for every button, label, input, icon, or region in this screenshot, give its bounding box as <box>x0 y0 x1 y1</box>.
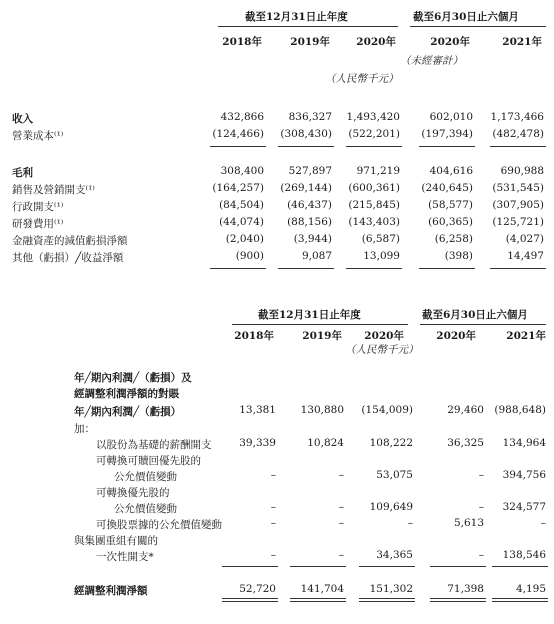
t1-cell: (6,258) <box>434 233 473 245</box>
t1-cell: (482,478) <box>492 128 544 140</box>
t1-cell: (124,466) <box>212 128 264 140</box>
t2-rule <box>290 598 346 599</box>
t2-cell: – <box>478 549 484 561</box>
t2-row-label: 公允價值變動 <box>114 503 177 515</box>
t2-cell: – <box>338 517 344 529</box>
t2-row-label: 可轉換優先股的 <box>96 487 170 499</box>
t2-rule <box>430 566 486 567</box>
t2-rule <box>492 598 548 599</box>
t2-row-label: 年╱期內利潤╱（虧損） <box>74 406 182 418</box>
t2-year-2: 2019年 <box>302 330 342 342</box>
t2-cell: (988,648) <box>494 404 546 416</box>
t1-cell: (164,257) <box>212 182 264 194</box>
t2-cell: 134,964 <box>502 437 546 449</box>
t1-cell: 404,616 <box>429 165 473 177</box>
t2-year-4: 2020年 <box>436 330 476 342</box>
t1-cell: (88,156) <box>287 216 332 228</box>
t2-cell: – <box>338 549 344 561</box>
t1-year-2: 2019年 <box>290 36 330 48</box>
t2-row-label: 可換股票據的公允價值變動 <box>96 519 222 531</box>
t1-unit: （人民幣千元） <box>325 73 399 85</box>
t1-rule <box>419 268 475 269</box>
t2-rule <box>359 601 415 602</box>
t2-rule <box>290 601 346 602</box>
t1-cell: (2,040) <box>225 233 264 245</box>
t1-row-label: 行政開支⁽¹⁾ <box>12 201 64 213</box>
t1-rule <box>278 268 334 269</box>
t1-cell: 971,219 <box>356 165 400 177</box>
t1-year-5: 2021年 <box>502 36 542 48</box>
t2-rule <box>492 566 548 567</box>
t2-rule <box>430 598 486 599</box>
t2-cell: 151,302 <box>369 583 413 595</box>
t2-cell: 4,195 <box>515 583 546 595</box>
t2-cell: 10,824 <box>307 437 344 449</box>
t2-cell: – <box>270 469 276 481</box>
t1-cell: (197,394) <box>421 128 473 140</box>
t1-year-1: 2018年 <box>222 36 262 48</box>
t2-rule <box>359 566 415 567</box>
t2-rule <box>492 601 548 602</box>
t2-cell: 108,222 <box>369 437 413 449</box>
t2-section-title-line-1: 年╱期內利潤╱（虧損）及 <box>74 372 192 384</box>
t2-row-label: 加： <box>74 423 95 435</box>
t2-cell: – <box>407 517 413 529</box>
t2-row-label: 一次性開支* <box>96 551 154 563</box>
t2-cell: – <box>270 517 276 529</box>
t1-group-header-h1: 截至6月30日止六個月 <box>413 11 519 23</box>
t1-rule <box>278 146 334 147</box>
t2-cell: 36,325 <box>447 437 484 449</box>
t1-cell: (84,504) <box>219 199 264 211</box>
t1-cell: (143,403) <box>348 216 400 228</box>
t2-cell: 324,577 <box>502 501 546 513</box>
t1-group-underline-fy <box>218 26 398 27</box>
t2-row-label: 以股份為基礎的薪酬開支 <box>96 439 212 451</box>
t2-year-1: 2018年 <box>234 330 274 342</box>
t2-cell: 109,649 <box>369 501 413 513</box>
t1-cell: (60,365) <box>428 216 473 228</box>
t1-cell: (900) <box>235 250 264 262</box>
t1-cell: (308,430) <box>280 128 332 140</box>
t1-cell: 308,400 <box>220 165 264 177</box>
t1-group-underline-h1 <box>410 26 546 27</box>
t1-row-label: 收入 <box>12 113 33 125</box>
t2-cell: – <box>540 517 546 529</box>
t1-row-label: 毛利 <box>12 167 33 179</box>
t1-group-header-fy: 截至12月31日止年度 <box>245 11 348 23</box>
t2-year-3: 2020年 <box>364 330 404 342</box>
t2-cell: 34,365 <box>376 549 413 561</box>
t1-rule <box>419 146 475 147</box>
t1-cell: (125,721) <box>492 216 544 228</box>
t2-rule <box>222 601 278 602</box>
t2-unit: （人民幣千元） <box>345 344 419 356</box>
t1-cell: (44,074) <box>219 216 264 228</box>
t1-year-4: 2020年 <box>430 36 470 48</box>
t2-cell: 52,720 <box>239 583 276 595</box>
t1-cell: (6,587) <box>361 233 400 245</box>
t1-cell: 690,988 <box>500 165 544 177</box>
t2-group-underline-fy <box>232 324 408 325</box>
t2-group-underline-h1 <box>420 324 546 325</box>
t1-rule <box>346 146 402 147</box>
t2-group-header-h1: 截至6月30日止六個月 <box>422 309 528 321</box>
t1-row-label: 銷售及營銷開支⁽¹⁾ <box>12 184 95 196</box>
t2-section-title-line-2: 經調整利潤淨額的對賬 <box>74 388 179 400</box>
t1-cell: (215,845) <box>348 199 400 211</box>
t1-cell: (600,361) <box>348 182 400 194</box>
t1-cell: 432,866 <box>220 111 264 123</box>
t1-cell: 836,327 <box>288 111 332 123</box>
t1-cell: 13,099 <box>363 250 400 262</box>
t1-row-label: 研發費用⁽¹⁾ <box>12 218 64 230</box>
t1-rule <box>490 268 546 269</box>
t1-rule <box>346 268 402 269</box>
t2-cell: 130,880 <box>300 404 344 416</box>
t2-cell: 5,613 <box>453 517 484 529</box>
t2-row-label: 可轉換可贖回優先股的 <box>96 455 201 467</box>
t1-cell: (58,577) <box>428 199 473 211</box>
t2-cell: – <box>478 501 484 513</box>
t2-rule <box>222 598 278 599</box>
t1-cell: 14,497 <box>507 250 544 262</box>
t1-cell: (398) <box>444 250 473 262</box>
t1-cell: 1,493,420 <box>346 111 400 123</box>
t1-year-3: 2020年 <box>356 36 396 48</box>
t2-rule <box>222 566 278 567</box>
t1-cell: (522,201) <box>348 128 400 140</box>
t1-rule <box>210 268 266 269</box>
t1-rule <box>210 146 266 147</box>
t1-row-label: 營業成本⁽¹⁾ <box>12 130 64 142</box>
t1-cell: 9,087 <box>301 250 332 262</box>
t1-row-label: 金融資產的減值虧損淨額 <box>12 235 128 247</box>
t2-cell: (154,009) <box>361 404 413 416</box>
t1-cell: (4,027) <box>505 233 544 245</box>
t2-cell: 13,381 <box>239 404 276 416</box>
t2-cell: 53,075 <box>376 469 413 481</box>
t1-cell: (240,645) <box>421 182 473 194</box>
t1-cell: 527,897 <box>288 165 332 177</box>
t1-cell: (3,944) <box>293 233 332 245</box>
t2-cell: 138,546 <box>502 549 546 561</box>
t2-cell: 29,460 <box>447 404 484 416</box>
t1-cell: (269,144) <box>280 182 332 194</box>
t1-row-label: 其他（虧損）╱收益淨額 <box>12 252 124 264</box>
t2-cell: – <box>338 469 344 481</box>
t2-cell: 39,339 <box>239 437 276 449</box>
t2-row-label: 經調整利潤淨額 <box>74 585 148 597</box>
t2-group-header-fy: 截至12月31日止年度 <box>258 309 361 321</box>
t1-cell: (307,905) <box>492 199 544 211</box>
t2-cell: 141,704 <box>300 583 344 595</box>
t2-cell: 71,398 <box>447 583 484 595</box>
t1-unaudited-note: （未經審計） <box>400 55 463 67</box>
t2-rule <box>290 566 346 567</box>
t1-cell: (531,545) <box>492 182 544 194</box>
t2-year-5: 2021年 <box>506 330 546 342</box>
t2-row-label: 與集團重組有關的 <box>74 535 158 547</box>
t2-cell: – <box>478 469 484 481</box>
t1-rule <box>490 146 546 147</box>
t2-row-label: 公允價值變動 <box>114 471 177 483</box>
t1-cell: 1,173,466 <box>490 111 544 123</box>
t2-rule <box>359 598 415 599</box>
t2-cell: – <box>270 549 276 561</box>
t2-cell: – <box>338 501 344 513</box>
t1-cell: (46,437) <box>287 199 332 211</box>
t2-cell: 394,756 <box>502 469 546 481</box>
t2-rule <box>430 601 486 602</box>
t2-cell: – <box>270 501 276 513</box>
t1-cell: 602,010 <box>429 111 473 123</box>
